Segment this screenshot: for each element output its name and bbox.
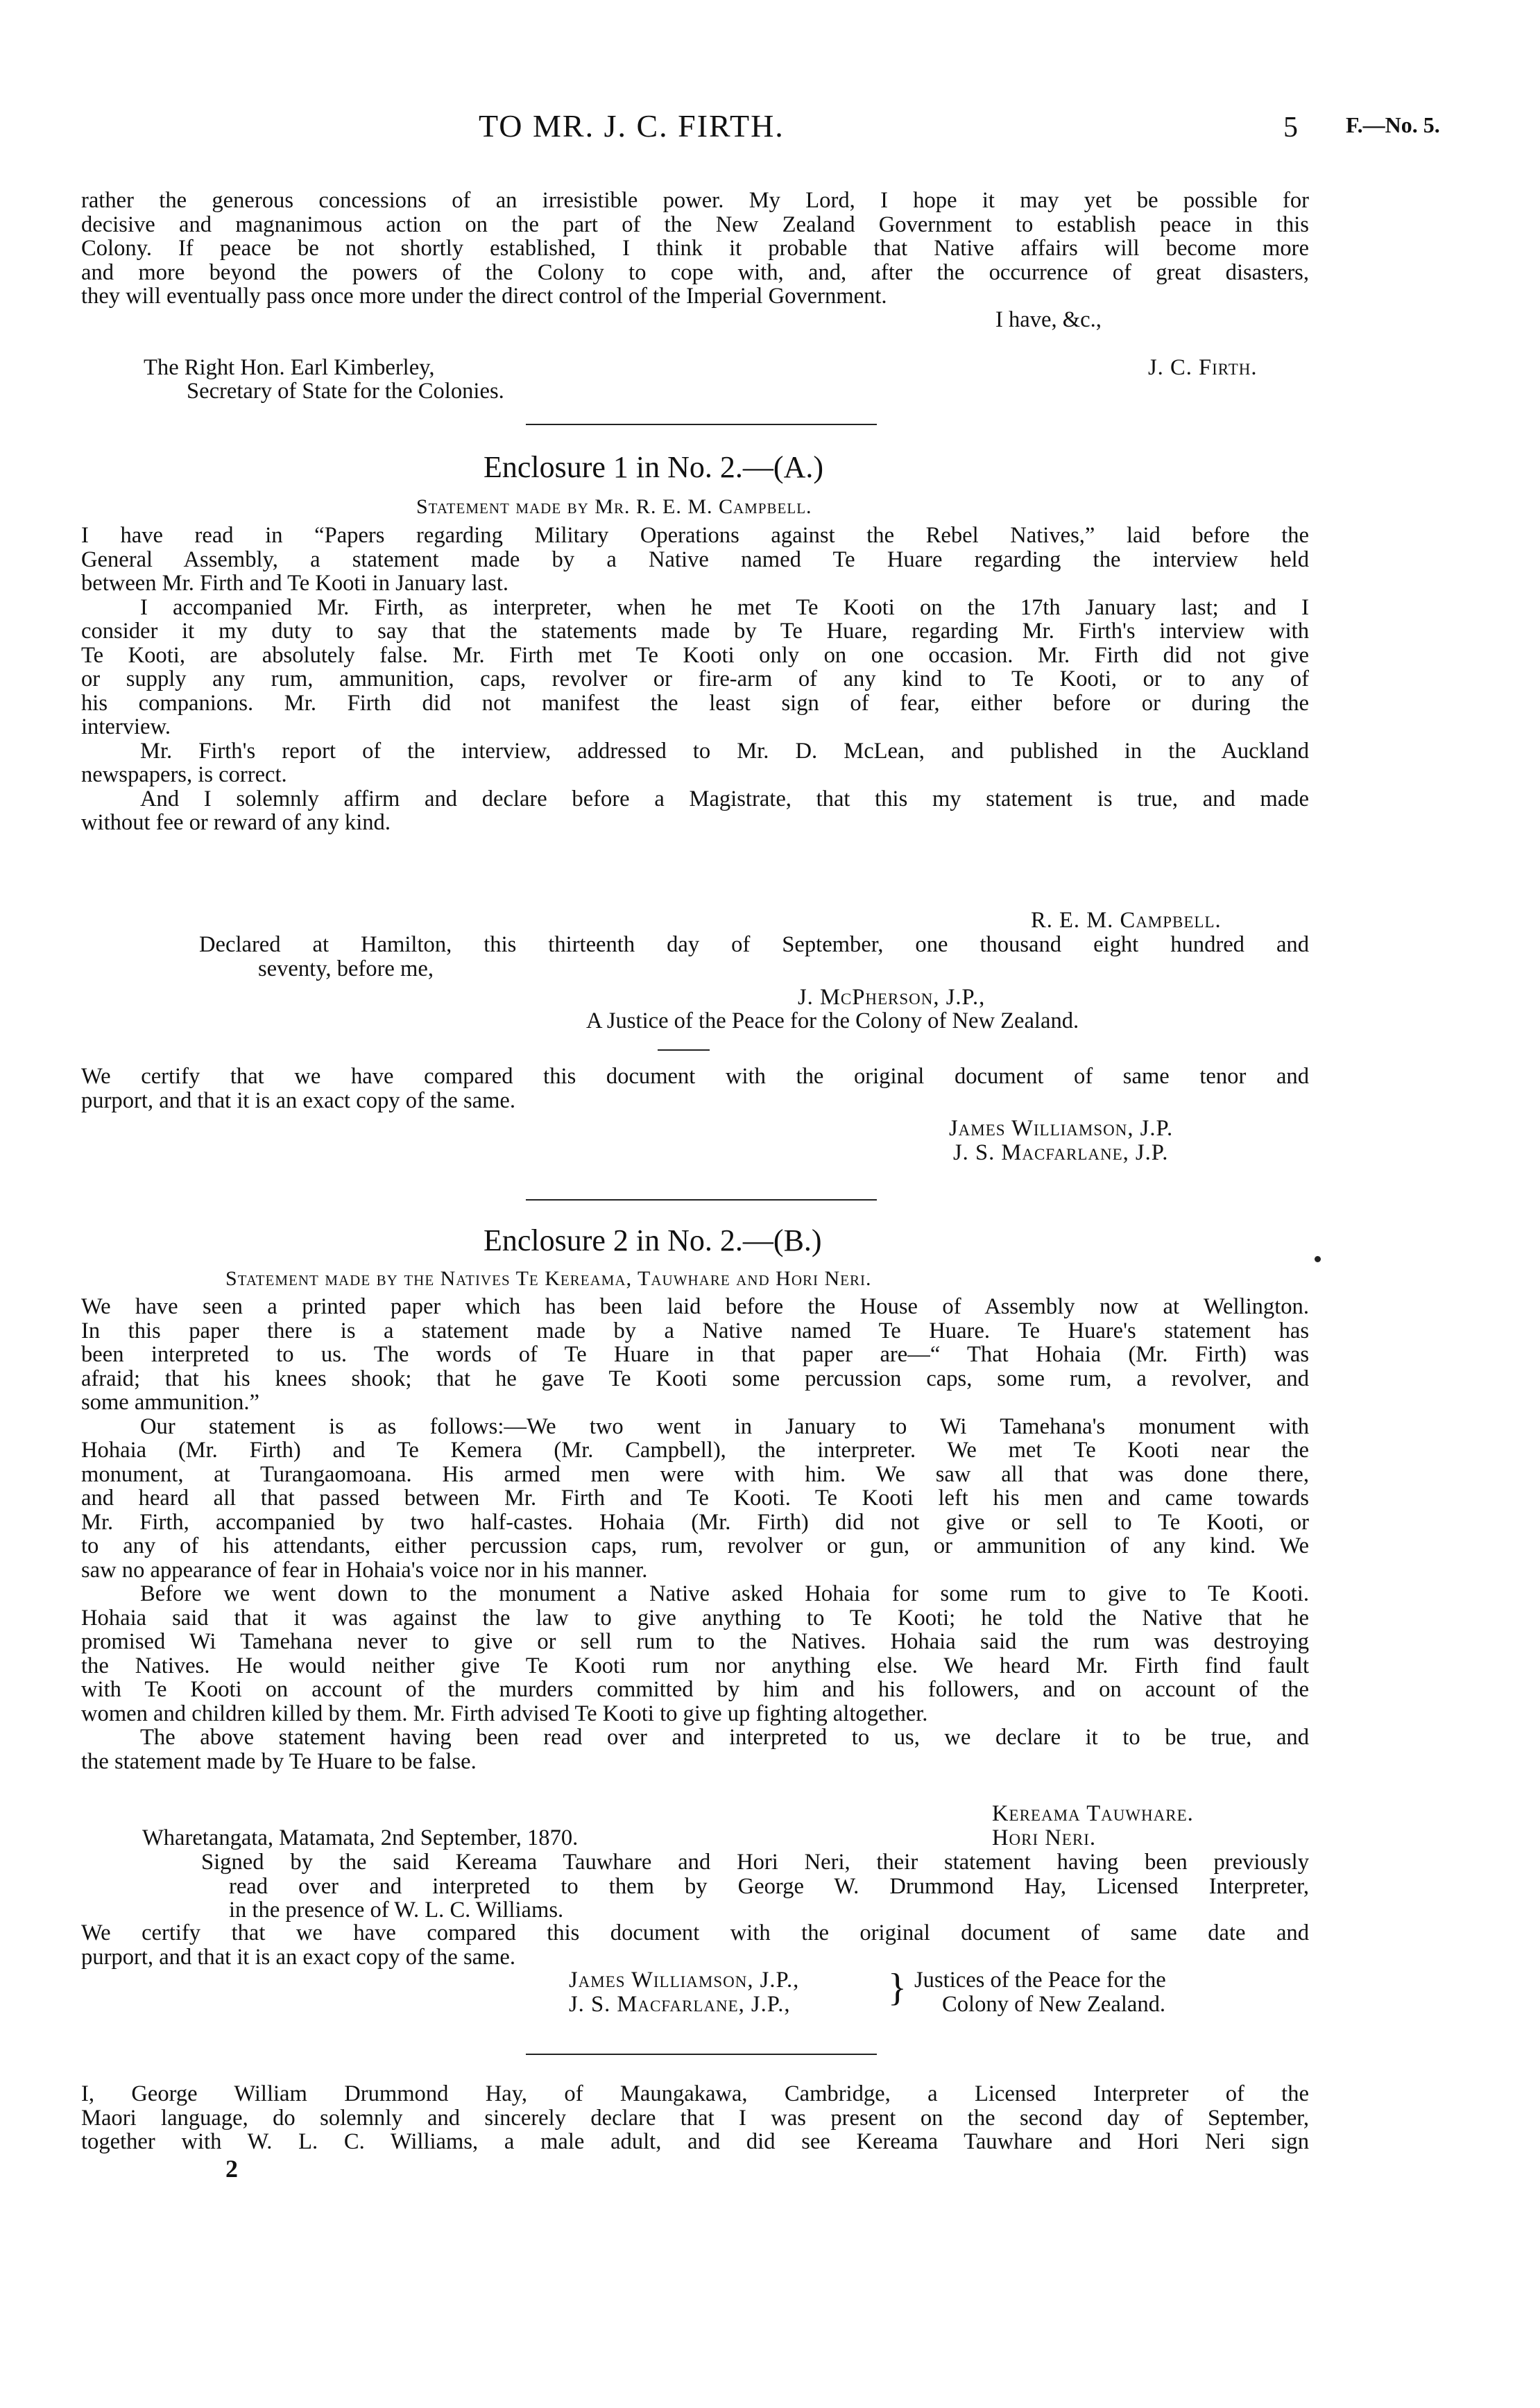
text-line: We certify that we have compared this document with the original document of same tenor and — [81, 1064, 1309, 1089]
text-line: Declared at Hamilton, this thirteenth day of September, one thousand eight hundred and — [199, 932, 1309, 957]
text-line: some ammunition.” — [81, 1390, 259, 1415]
text-line: Mr. Firth, accompanied by two half-castes. Hohaia (Mr. Firth) did not give or sell to Te Kooti, or — [81, 1509, 1309, 1535]
certifier-title: Colony of New Zealand. — [942, 1992, 1166, 2017]
text-line: Mr. Firth's report of the interview, addressed to Mr. D. McLean, and published in the Auckland — [140, 738, 1309, 764]
text-line: rather the generous concessions of an irresistible power. My Lord, I hope it may yet be possible for — [81, 188, 1309, 213]
text-line: We have seen a printed paper which has been laid before the House of Assembly now at Wellington. — [81, 1294, 1309, 1319]
text-line: purport, and that it is an exact copy of the same. — [81, 1944, 516, 1970]
text-line: without fee or reward of any kind. — [81, 810, 391, 835]
grouping-brace: } — [888, 1966, 907, 2009]
text-line: I, George William Drummond Hay, of Maungakawa, Cambridge, a Licensed Interpreter of the — [81, 2081, 1309, 2106]
enclosure-1-body — [81, 524, 1309, 835]
enclosure-1-signature: R. E. M. Campbell. — [1031, 908, 1222, 933]
text-line: I accompanied Mr. Firth, as interpreter, when he met Te Kooti on the 17th January last; and I — [140, 594, 1309, 620]
text-line: together with W. L. C. Williams, a male adult, and did see Kereama Tauwhare and Hori Neri sign — [81, 2129, 1309, 2154]
text-line: Hohaia said that it was against the law to give anything to Te Kooti; he told the Native that he — [81, 1605, 1309, 1631]
text-line: between Mr. Firth and Te Kooti in January last. — [81, 571, 508, 596]
addressee: The Right Hon. Earl Kimberley, — [144, 355, 435, 380]
text-line: promised Wi Tamehana never to give or sell rum to the Natives. Hohaia said the rum was destroying — [81, 1629, 1309, 1654]
enclosure-1-heading: Enclosure 1 in No. 2.—(A.) — [484, 450, 824, 484]
text-line: Our statement is as follows:—We two went in January to Wi Tamehana's monument with — [140, 1413, 1309, 1439]
text-line: newspapers, is correct. — [81, 762, 287, 787]
letter-closing: I have, &c., — [995, 307, 1102, 332]
text-line: purport, and that it is an exact copy of the same. — [81, 1087, 516, 1113]
text-line: decisive and magnanimous action on the part of the New Zealand Government to establish peace in this — [81, 212, 1309, 237]
text-line: The above statement having been read over and interpreted to us, we declare it to be true, and — [140, 1725, 1309, 1750]
text-line: his companions. Mr. Firth did not manifest the least sign of fear, either before or during the — [81, 690, 1309, 716]
stray-mark — [1315, 1256, 1321, 1262]
text-line: And I solemnly affirm and declare before a Magistrate, that this my statement is true, and made — [140, 786, 1309, 811]
letter-conclusion — [81, 189, 1309, 309]
certifier-signature: J. S. Macfarlane, J.P. — [953, 1140, 1169, 1165]
text-line: interview. — [81, 714, 171, 739]
signatory-name: Hori Neri. — [992, 1825, 1097, 1850]
enclosure-2-certification — [81, 1921, 1309, 1969]
text-line: saw no appearance of fear in Hohaia's voice nor in his manner. — [81, 1557, 648, 1583]
document-reference: F.—No. 5. — [1346, 112, 1440, 137]
text-line: Colony. If peace be not shortly established, I think it probable that Native affairs will become more — [81, 236, 1309, 261]
text-line: and heard all that passed between Mr. Firth and Te Kooti. Te Kooti left his men and came towards — [81, 1486, 1309, 1511]
text-line: In this paper there is a statement made by a Native named Te Huare. Te Huare's statement has — [81, 1318, 1309, 1343]
text-line: the statement made by Te Huare to be false. — [81, 1748, 477, 1774]
text-line: they will eventually pass once more under the direct control of the Imperial Government. — [81, 284, 887, 309]
text-line: We certify that we have compared this document with the original document of same date and — [81, 1920, 1309, 1945]
text-line: the Natives. He would neither give Te Kooti rum nor anything else. We heard Mr. Firth find fault — [81, 1653, 1309, 1678]
section-divider — [526, 424, 877, 425]
enclosure-2-body — [81, 1295, 1309, 1773]
text-line: Hohaia (Mr. Firth) and Te Kemera (Mr. Campbell), the interpreter. We met Te Kooti near the — [81, 1438, 1309, 1463]
text-line: or supply any rum, ammunition, caps, revolver or fire-arm of any kind to Te Kooti, or to any of — [81, 666, 1309, 691]
letter-signature: J. C. Firth. — [1148, 355, 1258, 380]
short-divider — [658, 1049, 710, 1051]
place-and-date: Wharetangata, Matamata, 2nd September, 1870. — [142, 1825, 579, 1850]
final-declaration — [81, 2082, 1309, 2154]
signatory-name: Kereama Tauwhare. — [992, 1801, 1194, 1826]
certifier-signature: James Williamson, J.P. — [949, 1116, 1174, 1141]
text-line: with Te Kooti on account of the murders committed by him and his followers, and on account of the — [81, 1677, 1309, 1702]
section-divider — [526, 1199, 877, 1201]
certifier-signature: J. S. Macfarlane, J.P., — [569, 1992, 791, 2017]
text-line: read over and interpreted to them by George W. Drummond Hay, Licensed Interpreter, — [229, 1873, 1309, 1899]
enclosure-1-declaration — [199, 933, 1309, 981]
justice-title: A Justice of the Peace for the Colony of New Zealand. — [586, 1008, 1079, 1033]
text-line: and more beyond the powers of the Colony to cope with, and, after the occurrence of great disasters, — [81, 259, 1309, 285]
text-line: Signed by the said Kereama Tauwhare and Hori Neri, their statement having been previously — [201, 1850, 1309, 1875]
text-line: monument, at Turangaomoana. His armed men were with him. We saw all that was done there, — [81, 1461, 1309, 1487]
page-title: TO MR. J. C. FIRTH. — [479, 108, 785, 144]
signature-mark: 2 — [225, 2155, 238, 2183]
text-line: consider it my duty to say that the statements made by Te Huare, regarding Mr. Firth's interview with — [81, 619, 1309, 644]
text-line: Before we went down to the monument a Native asked Hohaia for some rum to give to Te Kooti. — [140, 1581, 1309, 1606]
certifier-title: Justices of the Peace for the — [914, 1968, 1166, 1993]
enclosure-1-certification — [81, 1065, 1309, 1112]
text-line: to any of his attendants, either percussion caps, rum, revolver or gun, or ammunition of any kind. We — [81, 1533, 1309, 1558]
text-line: afraid; that his knees shook; that he gave Te Kooti some percussion caps, some rum, a revolver, and — [81, 1366, 1309, 1391]
certifier-signature: James Williamson, J.P., — [569, 1968, 800, 1993]
text-line: Maori language, do solemnly and sincerely declare that I was present on the second day of September, — [81, 2105, 1309, 2131]
enclosure-2-heading: Enclosure 2 in No. 2.—(B.) — [484, 1223, 822, 1257]
enclosure-2-subheading: Statement made by the Natives Te Kereama, Tauwhare and Hori Neri. — [225, 1267, 872, 1290]
text-line: been interpreted to us. The words of Te Huare in that paper are—“ That Hohaia (Mr. Firth) was — [81, 1342, 1309, 1367]
text-line: Te Kooti, are absolutely false. Mr. Firth met Te Kooti only on one occasion. Mr. Firth did not give — [81, 642, 1309, 668]
text-line: seventy, before me, — [258, 956, 434, 981]
text-line: General Assembly, a statement made by a Native named Te Huare regarding the interview held — [81, 547, 1309, 572]
justice-name: J. McPherson, J.P., — [798, 985, 986, 1010]
text-line: I have read in “Papers regarding Military Operations against the Rebel Natives,” laid before the — [81, 523, 1309, 548]
page-number: 5 — [1283, 112, 1298, 144]
text-line: women and children killed by them. Mr. Firth advised Te Kooti to give up fighting altogether. — [81, 1701, 928, 1726]
addressee-title: Secretary of State for the Colonies. — [187, 379, 504, 404]
signing-note — [201, 1850, 1309, 1923]
text-line: in the presence of W. L. C. Williams. — [229, 1898, 564, 1923]
enclosure-1-subheading: Statement made by Mr. R. E. M. Campbell. — [416, 495, 812, 518]
section-divider — [526, 2054, 877, 2055]
